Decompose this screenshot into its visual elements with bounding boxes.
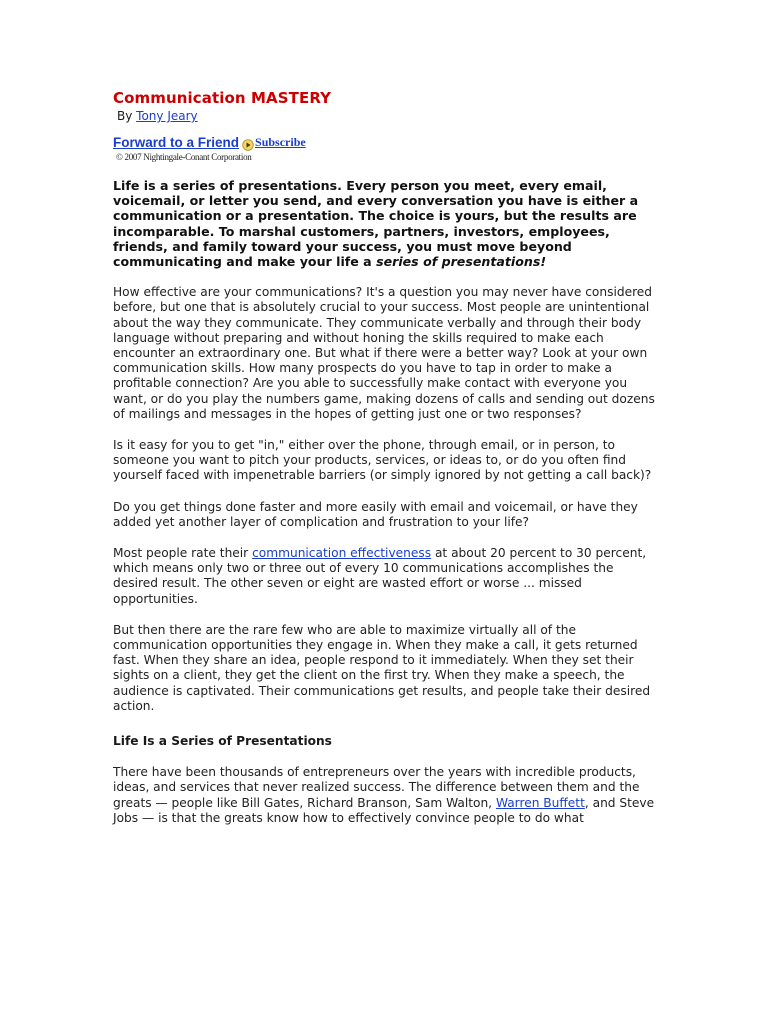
article-title: Communication MASTERY <box>113 89 332 107</box>
byline <box>117 108 658 124</box>
play-circle-icon[interactable] <box>242 136 254 148</box>
paragraph-6 <box>113 765 658 826</box>
article-content <box>113 88 658 826</box>
lead-emphasis: series of presentations! <box>376 254 547 270</box>
byline-prefix: By <box>117 109 133 123</box>
author-link[interactable]: Tony Jeary <box>136 109 198 123</box>
paragraph-4-text-end: at about 20 percent to 30 percent, which means only two or three out of every 10 communications accomplishes the desired result. The other seven or eight are wasted effort or worse ... missed opportunities. <box>113 546 647 606</box>
lead-text: Life is a series of presentations. Every person you meet, every email, voicemail, or letter you send, and every conversation you have is either a communication or a presentation. The choice is yours, but the results are incomparable. To marshal customers, partners, investors, employees, friends, and family toward your success, you must move beyond communicating and make your life a <box>113 178 639 270</box>
paragraph-6-text-start: There have been thousands of entrepreneurs over the years with incredible products, ideas, and services that never realized success. The difference between them and the greats — people like Bill Gates, Richard Branson, Sam Walton, <box>113 765 640 810</box>
warren-buffett-link[interactable]: Warren Buffett <box>495 795 585 810</box>
paragraph-4 <box>113 546 658 607</box>
paragraph-4-text-start: Most people rate their <box>113 546 253 561</box>
subscribe-link[interactable]: Subscribe <box>255 134 306 149</box>
share-row <box>113 133 658 151</box>
forward-to-friend-link[interactable]: Forward to a Friend <box>113 134 240 150</box>
paragraph-1: How effective are your communications? It's a question you may never have considered before, but one that is absolutely crucial to your success. Most people are unintentional about the way they communicate. They communicate verbally and through their body language without preparing and without honing the skills required to make each encounter an extraordinary one. But what if there were a better way? Look at your own communication skills. How many prospects do you have to tap in order to make a profitable connection? Are you able to successfully make contact with everyone you want, or do you play the numbers game, making dozens of calls and sending out dozens of mailings and messages in the hopes of getting just one or two responses? <box>113 285 655 421</box>
lead-paragraph <box>113 178 658 269</box>
communication-effectiveness-link[interactable]: communication effectiveness <box>252 546 432 561</box>
paragraph-3: Do you get things done faster and more easily with email and voicemail, or have they added yet another layer of complication and frustration to your life? <box>113 499 638 529</box>
paragraph-6-text-end: , and Steve Jobs — is that the greats know how to effectively convince people to do what <box>113 795 655 825</box>
section-heading: Life Is a Series of Presentations <box>113 734 332 749</box>
copyright-notice: © 2007 Nightingale-Conant Corporation <box>116 152 252 162</box>
paragraph-2: Is it easy for you to get "in," either over the phone, through email, or in person, to someone you want to pitch your products, services, or ideas to, or do you often find yourself faced with impenetrable barriers (or simply ignored by not getting a call back)? <box>113 438 652 483</box>
paragraph-5: But then there are the rare few who are able to maximize virtually all of the communication opportunities they engage in. When they make a call, it gets returned fast. When they share an idea, people respond to it immediately. When they set their sights on a client, they get the client on the first try. When they make a speech, the audience is captivated. Their communications get results, and people take their desired action. <box>113 622 651 713</box>
